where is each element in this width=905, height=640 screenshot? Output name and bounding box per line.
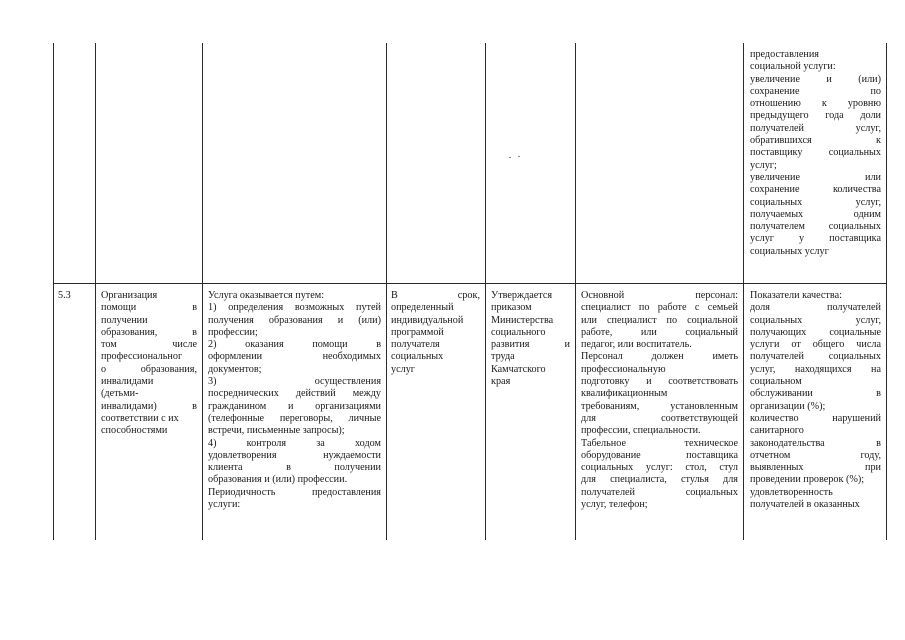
text-line: документов; xyxy=(208,363,262,375)
text-line: (детьми- xyxy=(101,388,139,400)
text-line: профессии, специальности. xyxy=(581,425,701,437)
text-line: о образования, xyxy=(101,363,197,375)
text-line: края xyxy=(491,376,511,388)
text-line: квалификационным xyxy=(581,388,668,400)
text-line: получателей социальных xyxy=(581,486,738,498)
scan-speck xyxy=(518,156,520,157)
service-conditions xyxy=(581,290,738,511)
text-line: получателя xyxy=(391,339,440,351)
text-line: 2) оказания помощи в xyxy=(208,339,381,351)
text-line: определенный xyxy=(391,302,454,314)
text-line: педагог, или воспитатель. xyxy=(581,339,692,351)
text-line: для специалиста, стулья для xyxy=(581,474,738,486)
text-line: услуг xyxy=(391,363,415,375)
text-line: получателем социальных xyxy=(750,221,881,233)
grid-line xyxy=(886,43,887,540)
text-line: профессии; xyxy=(208,326,258,338)
text-line: труда xyxy=(491,351,515,363)
prev-row-indicators xyxy=(750,49,881,258)
grid-line xyxy=(202,43,203,540)
text-line: получения образования и (или) xyxy=(208,314,381,326)
text-line: социального xyxy=(491,326,546,338)
text-line: социальных услуг, xyxy=(750,314,881,326)
text-line: профессиональную xyxy=(581,363,666,375)
text-line: поставщику социальных xyxy=(750,147,881,159)
text-line: удовлетворенность xyxy=(750,486,833,498)
text-line: Утверждается xyxy=(491,290,553,301)
text-line: приказом xyxy=(491,302,532,314)
text-line: услуги от общего числа xyxy=(750,339,881,351)
text-line: встречи, письменные запросы); xyxy=(208,425,345,437)
text-line: Организация xyxy=(101,290,158,301)
text-line: Персонал должен иметь xyxy=(581,351,738,363)
text-line: сохранение количества xyxy=(750,184,881,196)
grid-line xyxy=(575,43,576,540)
text-line: услуг, телефон; xyxy=(581,499,648,511)
text-line: сохранение по xyxy=(750,85,881,97)
text-line: инвалидами xyxy=(101,376,154,388)
text-line: способностями xyxy=(101,425,168,437)
text-line: получателей в оказанных xyxy=(750,499,860,511)
text-line: проведении проверок (%); xyxy=(750,474,865,486)
text-line: Показатели качества: xyxy=(750,290,842,301)
text-line: услуги: xyxy=(208,499,241,511)
text-line: удовлетворения нуждаемости xyxy=(208,449,381,461)
text-line: соответствии с их xyxy=(101,412,179,424)
text-line: 4) контроля за ходом xyxy=(208,437,381,449)
text-line: получающих социальные xyxy=(750,326,881,338)
text-line: предоставления xyxy=(750,49,819,60)
text-line: социальной услуги: xyxy=(750,61,836,73)
text-line: Услуга оказывается путем: xyxy=(208,290,325,301)
text-line: или специалист по социальной xyxy=(581,314,738,326)
text-line: социальных услуг, xyxy=(750,196,881,208)
text-line: санитарного xyxy=(750,425,804,437)
text-line: профессиональног xyxy=(101,351,183,363)
text-line: 3) осуществления xyxy=(208,376,381,388)
text-line: 5.3 xyxy=(58,290,71,301)
grid-line xyxy=(485,43,486,540)
grid-line xyxy=(95,43,96,540)
service-name xyxy=(101,290,197,438)
text-line: для соответствующей xyxy=(581,412,738,424)
text-line: индивидуальной xyxy=(391,314,464,326)
text-line: том числе xyxy=(101,339,197,351)
text-line: предыдущего года доли xyxy=(750,110,881,122)
text-line: услуг; xyxy=(750,159,777,171)
text-line: Периодичность предоставления xyxy=(208,486,381,498)
text-line: программой xyxy=(391,326,444,338)
text-line: получении xyxy=(101,314,148,326)
text-line: социальных xyxy=(391,351,444,363)
text-line: требованиям, установленным xyxy=(581,400,738,412)
text-line: помощи в xyxy=(101,302,197,314)
text-line: получателей социальных xyxy=(750,351,881,363)
text-line: социальном xyxy=(750,376,802,388)
text-line: инвалидами) в xyxy=(101,400,197,412)
quality-indicators xyxy=(750,290,881,511)
text-line: выявленных при xyxy=(750,462,881,474)
grid-line xyxy=(53,43,54,540)
text-line: оборудование поставщика xyxy=(581,449,738,461)
text-line: услуг у поставщика xyxy=(750,233,881,245)
text-line: услуг, находящихся на xyxy=(750,363,881,375)
text-line: отношению к уровню xyxy=(750,98,881,110)
text-line: обслуживании в xyxy=(750,388,881,400)
text-line: 1) определения возможных путей xyxy=(208,302,381,314)
text-line: увеличение или xyxy=(750,171,881,183)
text-line: Камчатского xyxy=(491,363,546,375)
text-line: социальных услуг xyxy=(750,245,829,257)
text-line: образования, в xyxy=(101,326,197,338)
row-number xyxy=(58,290,92,302)
text-line: получаемых одним xyxy=(750,208,881,220)
text-line: посреднических действий между xyxy=(208,388,381,400)
text-line: социальных услуг: стол, стул xyxy=(581,462,738,474)
text-line: получателей услуг, xyxy=(750,122,881,134)
text-line: количество нарушений xyxy=(750,412,881,424)
grid-line xyxy=(386,43,387,540)
text-line: клиента в получении xyxy=(208,462,381,474)
text-line: Основной персонал: xyxy=(581,290,738,301)
text-line: гражданином и организациями xyxy=(208,400,381,412)
grid-line xyxy=(743,43,744,540)
scan-speck xyxy=(509,157,511,158)
service-cost xyxy=(491,290,570,388)
text-line: работе, или социальный xyxy=(581,326,738,338)
text-line: организации (%); xyxy=(750,400,826,412)
text-line: отчетном году, xyxy=(750,449,881,461)
text-line: Министерства xyxy=(491,314,554,326)
text-line: специалист по работе с семьей xyxy=(581,302,738,314)
text-line: подготовку и соответствовать xyxy=(581,376,738,388)
service-description xyxy=(208,290,381,511)
text-line: доля получателей xyxy=(750,302,881,314)
text-line: законодательства в xyxy=(750,437,881,449)
text-line: оформлении необходимых xyxy=(208,351,381,363)
text-line: образования и (или) профессии. xyxy=(208,474,348,486)
text-line: развития и xyxy=(491,339,570,351)
text-line: увеличение и (или) xyxy=(750,73,881,85)
service-term xyxy=(391,290,480,376)
text-line: В срок, xyxy=(391,290,480,301)
text-line: Табельное техническое xyxy=(581,437,738,449)
text-line: обратившихся к xyxy=(750,135,881,147)
text-line: (телефонные переговоры, личные xyxy=(208,412,381,424)
row-divider xyxy=(53,283,887,284)
